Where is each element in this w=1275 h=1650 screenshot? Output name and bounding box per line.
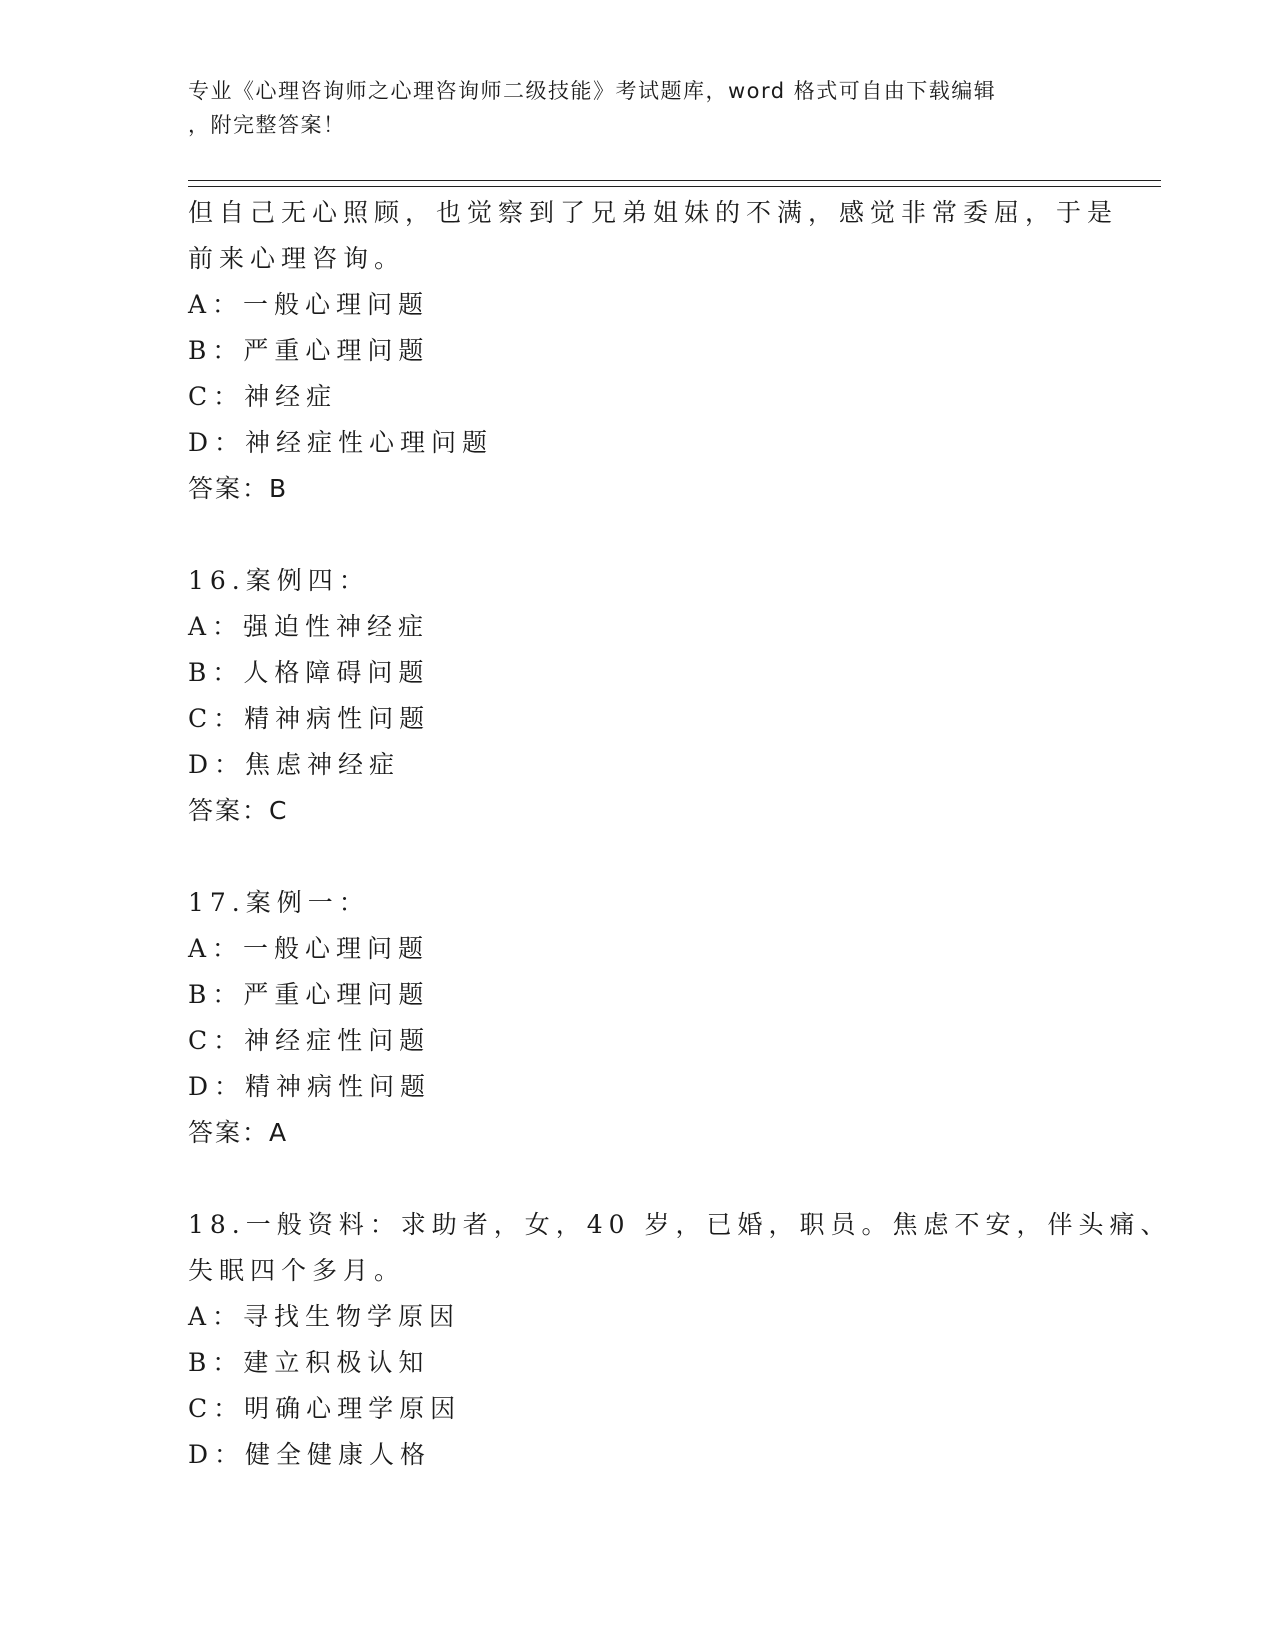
header-rule-bottom [188,186,1161,187]
option-b: B：严重心理问题 [188,980,430,1009]
option-b: B：严重心理问题 [188,336,430,365]
option-c: C：精神病性问题 [188,704,431,733]
option-d: D：焦虑神经症 [188,750,401,779]
option-c: C：神经症性问题 [188,1026,431,1055]
option-a: A：寻找生物学原因 [188,1302,461,1331]
answer-text: 答案：A [188,1118,289,1147]
question-stem: 16.案例四： [188,566,370,595]
option-b: B：建立积极认知 [188,1348,430,1377]
spacer [188,1156,1088,1202]
option-a: A：一般心理问题 [188,290,430,319]
question-17 [188,880,1088,1156]
question-stem-line: 失眠四个多月。 [188,1256,406,1285]
option-c: C：明确心理学原因 [188,1394,462,1423]
question-stem-line: 18.一般资料：求助者，女，40 岁，已婚，职员。焦虑不安，伴头痛、 [188,1210,1172,1239]
header-line-1: 专业《心理咨询师之心理咨询师二级技能》考试题库，word 格式可自由下载编辑 [188,79,997,103]
question-stem-line: 但自己无心照顾，也觉察到了兄弟姐妹的不满，感觉非常委屈，于是 [188,198,1119,227]
question-list [188,190,1172,1478]
header-line-2: ，附完整答案！ [188,113,346,137]
question-16 [188,558,1088,834]
option-b: B：人格障碍问题 [188,658,430,687]
header-rule-top [188,180,1161,181]
document-header [188,74,1088,142]
option-c: C：神经症 [188,382,338,411]
spacer [188,512,1088,558]
spacer [188,834,1088,880]
option-d: D：精神病性问题 [188,1072,432,1101]
answer-text: 答案：C [188,796,289,825]
option-a: A：强迫性神经症 [188,612,430,641]
question-block-continued [188,190,1119,512]
question-stem-line: 前来心理咨询。 [188,244,406,273]
question-stem: 17.案例一： [188,888,370,917]
option-a: A：一般心理问题 [188,934,430,963]
question-18 [188,1202,1172,1478]
option-d: D：健全健康人格 [188,1440,432,1469]
answer-text: 答案：B [188,474,289,503]
option-d: D：神经症性心理问题 [188,428,494,457]
